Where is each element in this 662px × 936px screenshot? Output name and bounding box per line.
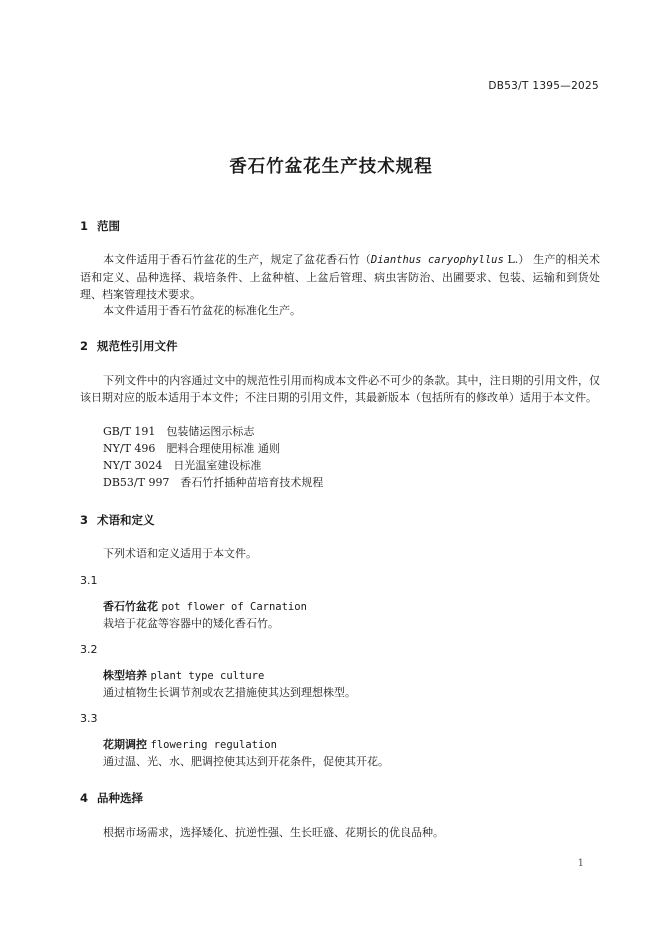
- term-zh: 花期调控: [103, 738, 147, 751]
- section-4-paragraph: 根据市场需求，选择矮化、抗逆性强、生长旺盛、花期长的优良品种。: [103, 826, 444, 839]
- section-title: 规范性引用文件: [97, 339, 178, 353]
- term-heading: [103, 736, 277, 752]
- section-2-paragraph: 下列文件中的内容通过文中的规范性引用而构成本文件必不可少的条款。其中，注日期的引用文件，仅该日期对应的版本适用于本文件；不注日期的引用文件，其最新版本（包括所有的修改单）适用于本文件。: [80, 374, 600, 404]
- term-number: 3.1: [80, 574, 98, 587]
- term-en: pot flower of Carnation: [161, 601, 307, 613]
- term-zh: 香石竹盆花: [103, 600, 158, 613]
- section-3-heading: [80, 512, 155, 528]
- term-number: 3.2: [80, 643, 98, 656]
- term-definition: 通过温、光、水、肥调控使其达到开花条件，促使其开花。: [103, 755, 389, 768]
- section-number: 3: [80, 513, 89, 527]
- reference-item: NY/T 3024 日光温室建设标准: [103, 459, 262, 472]
- section-title: 品种选择: [97, 791, 143, 805]
- section-number: 1: [80, 219, 89, 233]
- term-heading: [103, 667, 264, 683]
- section-number: 2: [80, 339, 89, 353]
- term-en: flowering regulation: [150, 739, 277, 751]
- document-code: DB53/T 1395—2025: [488, 80, 599, 92]
- term-definition: 通过植物生长调节剂或农艺措施使其达到理想株型。: [103, 686, 356, 699]
- section-2-heading: [80, 338, 178, 354]
- page-number: 1: [577, 858, 584, 869]
- section-1-paragraph-1: 本文件适用于香石竹盆花的生产，规定了盆花香石竹（Dianthus caryophyllus L.） 生产的相关术语和定义、品种选择、栽培条件、上盆种植、上盆后管理、病虫害防治、出圃要求、包装、运输和到货处理、档案管理技术要求。: [80, 253, 601, 301]
- section-1-heading: [80, 218, 120, 234]
- term-number: 3.3: [80, 712, 98, 725]
- term-definition: 栽培于花盆等容器中的矮化香石竹。: [103, 617, 279, 630]
- reference-item: DB53/T 997 香石竹扦插种苗培育技术规程: [103, 476, 324, 489]
- section-3-intro: 下列术语和定义适用于本文件。: [103, 547, 257, 560]
- section-1-paragraph-2: 本文件适用于香石竹盆花的标准化生产。: [103, 304, 301, 317]
- latin-name: Dianthus caryophyllus: [370, 254, 504, 266]
- section-number: 4: [80, 791, 89, 805]
- section-title: 范围: [97, 219, 120, 233]
- term-heading: [103, 598, 307, 614]
- section-4-heading: [80, 790, 143, 806]
- section-title: 术语和定义: [97, 513, 155, 527]
- term-zh: 株型培养: [103, 669, 147, 682]
- term-en: plant type culture: [150, 670, 265, 682]
- reference-item: GB/T 191 包装储运图示标志: [103, 425, 255, 438]
- document-title: 香石竹盆花生产技术规程: [229, 157, 433, 177]
- reference-item: NY/T 496 肥料合理使用标准 通则: [103, 442, 280, 455]
